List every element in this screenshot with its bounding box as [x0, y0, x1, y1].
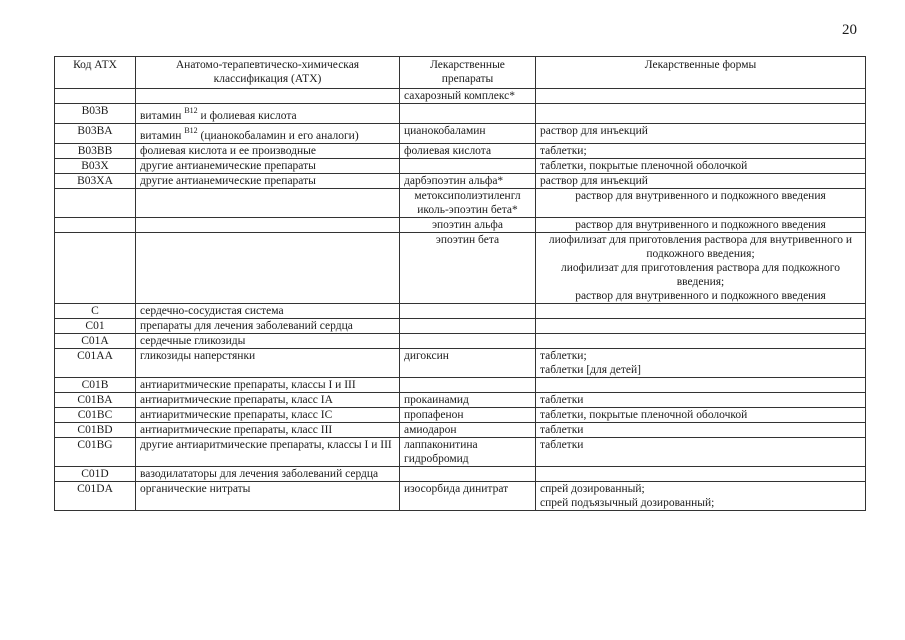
dosage-form: таблетки [540, 439, 584, 451]
classification-subscript: B12 [184, 106, 198, 115]
atx-code: C01BA [55, 393, 136, 408]
atx-code: C01AA [55, 349, 136, 378]
table-row [55, 304, 866, 319]
dosage-form: таблетки, покрытые пленочной оболочкой [540, 409, 748, 421]
drug-name [400, 378, 536, 393]
dosage-forms [536, 408, 866, 423]
atx-classification: сердечные гликозиды [136, 334, 400, 349]
dosage-form: спрей подъязычный дозированный; [540, 497, 715, 509]
dosage-form: таблетки; [540, 145, 587, 157]
dosage-forms [536, 467, 866, 482]
drug-name: фолиевая кислота [400, 144, 536, 159]
dosage-form: таблетки, покрытые пленочной оболочкой [540, 160, 748, 172]
dosage-form: таблетки [540, 394, 584, 406]
table-row [55, 144, 866, 159]
dosage-form: раствор для инъекций [540, 125, 648, 137]
dosage-forms [536, 233, 866, 304]
drug-name: цианокобаламин [400, 124, 536, 144]
table-row [55, 378, 866, 393]
atx-classification: гликозиды наперстянки [136, 349, 400, 378]
atx-classification [136, 189, 400, 218]
drug-name [400, 334, 536, 349]
header-forms: Лекарственные формы [536, 57, 866, 89]
drug-name: метоксиполиэтиленгл иколь-эпоэтин бета* [400, 189, 536, 218]
page-number: 20 [842, 22, 857, 38]
atx-code [55, 218, 136, 233]
dosage-forms [536, 189, 866, 218]
table-row [55, 393, 866, 408]
dosage-form: раствор для внутривенного и подкожного введения [575, 190, 826, 202]
drug-name: лаппаконитина гидробромид [400, 438, 536, 467]
header-drugs: Лекарственные препараты [400, 57, 536, 89]
dosage-forms [536, 349, 866, 378]
atx-classification: другие антианемические препараты [136, 174, 400, 189]
atx-classification: антиаритмические препараты, класс IC [136, 408, 400, 423]
table-row [55, 408, 866, 423]
dosage-form: таблетки; [540, 350, 587, 362]
table-row [55, 349, 866, 378]
atx-classification [136, 89, 400, 104]
table-row [55, 482, 866, 511]
dosage-forms [536, 482, 866, 511]
dosage-form: раствор для внутривенного и подкожного введения [575, 290, 826, 302]
atx-classification [136, 233, 400, 304]
drug-name: сахарозный комплекс* [400, 89, 536, 104]
dosage-form: спрей дозированный; [540, 483, 645, 495]
atx-classification: органические нитраты [136, 482, 400, 511]
atx-classification: антиаритмические препараты, классы I и III [136, 378, 400, 393]
atx-code: B03BB [55, 144, 136, 159]
dosage-forms [536, 393, 866, 408]
dosage-forms [536, 174, 866, 189]
header-classification: Анатомо-терапевтическо-химическая классификация (АТХ) [136, 57, 400, 89]
dosage-forms [536, 124, 866, 144]
atx-classification: сердечно-сосудистая система [136, 304, 400, 319]
dosage-forms [536, 319, 866, 334]
table-row [55, 423, 866, 438]
dosage-form: лиофилизат для приготовления раствора для подкожного введения; [561, 262, 840, 288]
atx-code: C01B [55, 378, 136, 393]
atx-code: B03X [55, 159, 136, 174]
drug-name: эпоэтин бета [400, 233, 536, 304]
drug-name [400, 159, 536, 174]
dosage-forms [536, 438, 866, 467]
atx-classification: антиаритмические препараты, класс IA [136, 393, 400, 408]
drug-name: дигоксин [400, 349, 536, 378]
dosage-forms [536, 89, 866, 104]
dosage-forms [536, 218, 866, 233]
atx-code: C [55, 304, 136, 319]
dosage-forms [536, 104, 866, 124]
atx-classification: фолиевая кислота и ее производные [136, 144, 400, 159]
atx-code: B03XA [55, 174, 136, 189]
drug-name: пропафенон [400, 408, 536, 423]
table-header-row [55, 57, 866, 89]
dosage-form: раствор для внутривенного и подкожного введения [575, 219, 826, 231]
table-row [55, 218, 866, 233]
atx-code: C01 [55, 319, 136, 334]
drug-name: эпоэтин альфа [400, 218, 536, 233]
atx-classification: препараты для лечения заболеваний сердца [136, 319, 400, 334]
atx-code: C01BC [55, 408, 136, 423]
table-row [55, 189, 866, 218]
dosage-forms [536, 159, 866, 174]
table-row [55, 233, 866, 304]
atx-code: C01D [55, 467, 136, 482]
atx-classification [136, 124, 400, 144]
dosage-forms [536, 334, 866, 349]
drug-name [400, 304, 536, 319]
classification-text: (цианокобаламин и его аналоги) [197, 130, 359, 142]
atx-classification: другие антиаритмические препараты, классы I и III [136, 438, 400, 467]
drug-name [400, 467, 536, 482]
table-row [55, 104, 866, 124]
classification-text: и фолиевая кислота [197, 110, 297, 122]
dosage-form: раствор для инъекций [540, 175, 648, 187]
drug-name: амиодарон [400, 423, 536, 438]
table-row [55, 159, 866, 174]
atx-code: C01DA [55, 482, 136, 511]
atx-code: B03B [55, 104, 136, 124]
table-row [55, 319, 866, 334]
table-row [55, 89, 866, 104]
drug-name [400, 104, 536, 124]
dosage-forms [536, 144, 866, 159]
header-code: Код АТХ [55, 57, 136, 89]
atx-classification: антиаритмические препараты, класс III [136, 423, 400, 438]
dosage-forms [536, 378, 866, 393]
atx-table [54, 56, 866, 511]
atx-code: B03BA [55, 124, 136, 144]
atx-classification [136, 218, 400, 233]
classification-text: витамин [140, 110, 185, 122]
drug-name: дарбэпоэтин альфа* [400, 174, 536, 189]
atx-code [55, 233, 136, 304]
table-row [55, 438, 866, 467]
classification-subscript: B12 [184, 126, 198, 135]
classification-text: витамин [140, 130, 185, 142]
table-row [55, 124, 866, 144]
atx-code [55, 189, 136, 218]
table-row [55, 174, 866, 189]
drug-name [400, 319, 536, 334]
table-row [55, 334, 866, 349]
atx-code [55, 89, 136, 104]
atx-code: C01BD [55, 423, 136, 438]
atx-classification: другие антианемические препараты [136, 159, 400, 174]
atx-code: C01BG [55, 438, 136, 467]
table-row [55, 467, 866, 482]
drug-name: изосорбида динитрат [400, 482, 536, 511]
drug-name: прокаинамид [400, 393, 536, 408]
dosage-form: таблетки [540, 424, 584, 436]
dosage-forms [536, 423, 866, 438]
dosage-form: лиофилизат для приготовления раствора для внутривенного и подкожного введения; [548, 234, 853, 260]
dosage-form: таблетки [для детей] [540, 364, 641, 376]
atx-classification: вазодилататоры для лечения заболеваний сердца [136, 467, 400, 482]
dosage-forms [536, 304, 866, 319]
atx-classification [136, 104, 400, 124]
atx-code: C01A [55, 334, 136, 349]
